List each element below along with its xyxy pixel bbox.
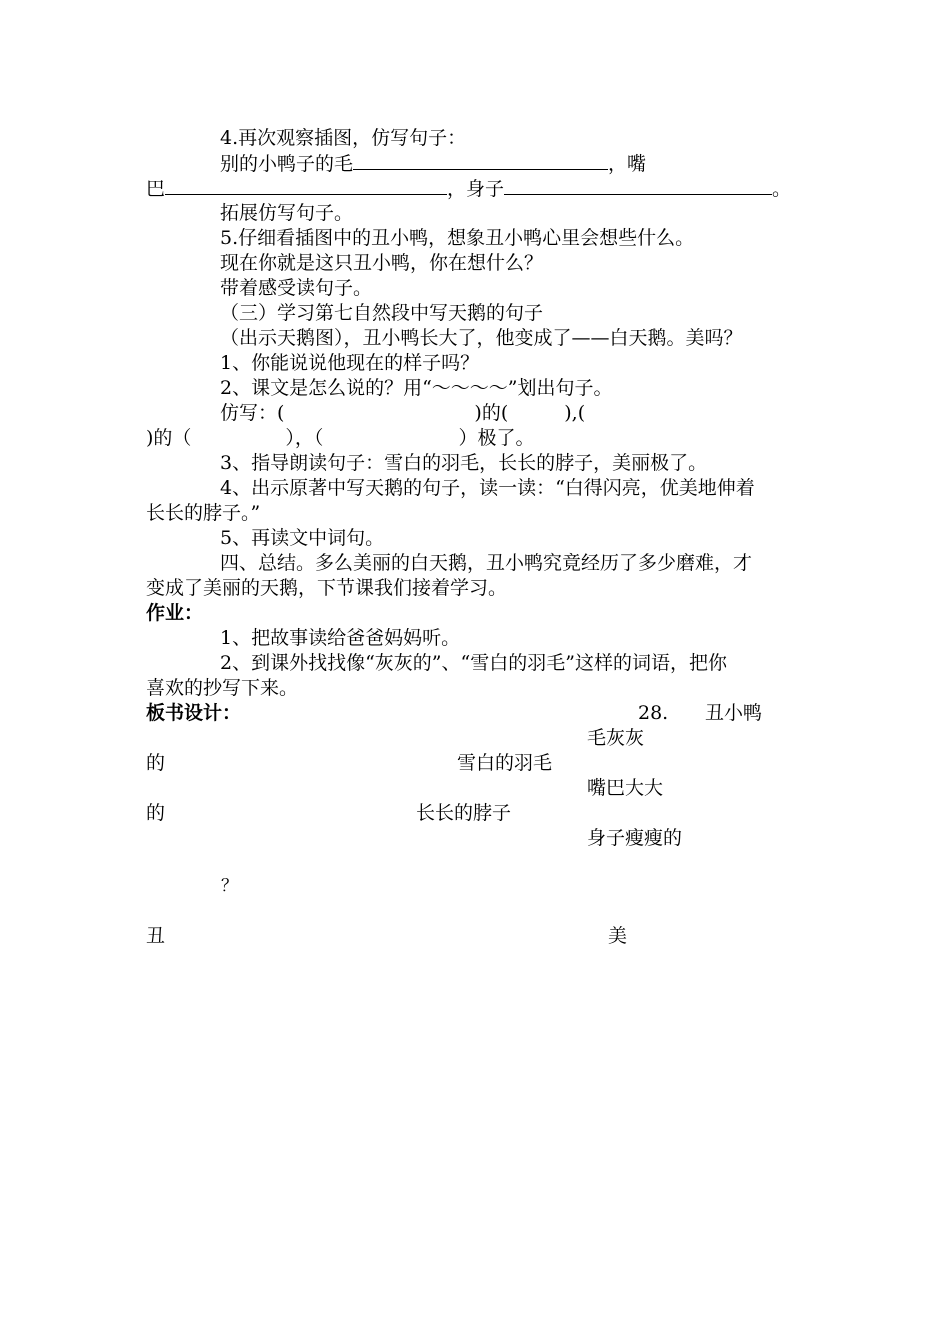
sentence-text: ）极了。 (458, 427, 535, 449)
step-5: 5、再读文中词句。 (220, 527, 385, 549)
board-ugly: 丑 (146, 925, 166, 947)
sentence-text: 巴 (146, 178, 166, 200)
summary-heading: 四、总结。多么美丽的白天鹅，丑小鸭究竟经历了多少磨难，才 (220, 552, 753, 574)
sentence-text: ，嘴 (608, 153, 647, 175)
step-5-heading: 5.仔细看插图中的丑小鸭，想象丑小鸭心里会想些什么。 (220, 227, 695, 249)
board-item: 的 (146, 752, 166, 774)
sentence-text: )的( (474, 402, 509, 424)
homework-item-1: 1、把故事读给爸爸妈妈听。 (220, 627, 461, 649)
paragraph-line: （出示天鹅图），丑小鸭长大了，他变成了——白天鹅。美吗？ (220, 327, 743, 349)
paragraph-line: 拓展仿写句子。 (220, 202, 354, 224)
paragraph-line: 喜欢的抄写下来。 (146, 677, 299, 699)
paragraph-line: 变成了美丽的天鹅，下节课我们接着学习。 (146, 577, 508, 599)
sentence-text: 别的小鸭子的毛 (220, 153, 354, 175)
fill-in-sentence-2 (146, 176, 791, 201)
sentence-text: )的（ (146, 427, 192, 449)
board-item: 的 (146, 802, 166, 824)
sentence-text: ),( (564, 402, 586, 424)
fill-in-sentence-1 (220, 151, 646, 176)
question-1: 1、你能说说他现在的样子吗？ (220, 352, 480, 374)
board-item: 嘴巴大大 (587, 777, 664, 799)
board-design-title: 板书设计： (146, 702, 242, 724)
board-item: 身子瘦瘦的 (587, 827, 683, 849)
blank-line (165, 176, 447, 195)
board-item: 长长的脖子 (416, 802, 512, 824)
sentence-text: 。 (772, 178, 792, 200)
board-item: 毛灰灰 (587, 727, 645, 749)
imitation-writing-2 (146, 426, 534, 450)
sentence-text: 仿写：( (220, 402, 285, 424)
step-4-heading: 4.再次观察插图，仿写句子： (220, 127, 467, 149)
blank-line (353, 151, 608, 170)
board-item: 雪白的羽毛 (457, 752, 553, 774)
lesson-number: 28. (638, 702, 669, 724)
imitation-writing-1 (220, 401, 585, 425)
section-3-heading: （三）学习第七自然段中写天鹅的句子 (220, 302, 544, 324)
sentence-text: ，身子 (447, 178, 505, 200)
paragraph-line: 带着感受读句子。 (220, 277, 373, 299)
blank-line (504, 176, 772, 195)
homework-title: 作业： (146, 602, 204, 624)
board-question-mark: ？ (221, 876, 238, 896)
question-2: 2、课文是怎么说的？用“～～～～”划出句子。 (220, 377, 613, 399)
board-beautiful: 美 (608, 925, 628, 947)
step-4: 4、出示原著中写天鹅的句子，读一读：“白得闪亮，优美地伸着 (220, 477, 755, 499)
sentence-text: ），（ (285, 427, 324, 449)
paragraph-line: 现在你就是这只丑小鸭，你在想什么？ (220, 252, 544, 274)
homework-item-2: 2、到课外找找像“灰灰的”、“雪白的羽毛”这样的词语，把你 (220, 652, 727, 674)
lesson-name: 丑小鸭 (705, 702, 763, 724)
paragraph-line: 长长的脖子。” (146, 502, 261, 524)
step-3: 3、指导朗读句子：雪白的羽毛，长长的脖子，美丽极了。 (220, 452, 708, 474)
